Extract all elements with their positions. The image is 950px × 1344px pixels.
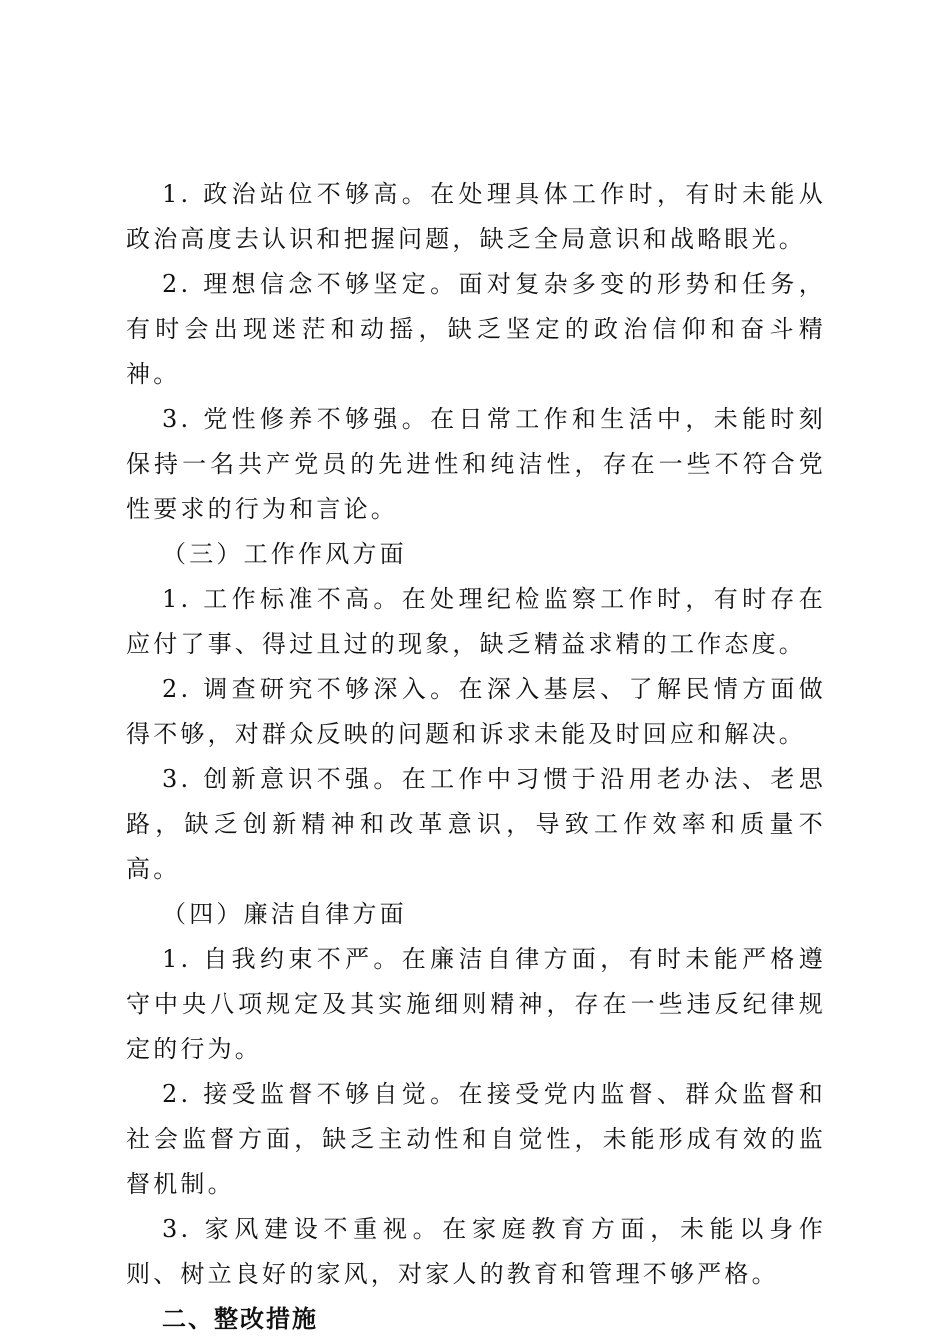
paragraph-party-spirit: 3. 党性修养不够强。在日常工作和生活中，未能时刻保持一名共产党员的先进性和纯洁性，存在一些不符合党性要求的行为和言论。 — [126, 405, 826, 523]
section-heading-rectification: 二、整改措施 — [162, 1305, 318, 1333]
paragraph-investigation-research: 2. 调查研究不够深入。在深入基层、了解民情方面做得不够，对群众反映的问题和诉求未能及时回应和解决。 — [126, 675, 826, 748]
document-body — [126, 172, 826, 1342]
section-subheading-work-style: （三）工作作风方面 — [162, 540, 407, 568]
paragraph-self-discipline: 1. 自我约束不严。在廉洁自律方面，有时未能严格遵守中央八项规定及其实施细则精神，存在一些违反纪律规定的行为。 — [126, 945, 826, 1063]
paragraph-ideals-belief: 2. 理想信念不够坚定。面对复杂多变的形势和任务，有时会出现迷茫和动摇，缺乏坚定的政治信仰和奋斗精神。 — [126, 270, 826, 388]
paragraph-family-tradition: 3. 家风建设不重视。在家庭教育方面，未能以身作则、树立良好的家风，对家人的教育和管理不够严格。 — [126, 1215, 826, 1288]
section-subheading-integrity: （四）廉洁自律方面 — [162, 900, 407, 928]
paragraph-political-stance: 1. 政治站位不够高。在处理具体工作时，有时未能从政治高度去认识和把握问题，缺乏全局意识和战略眼光。 — [126, 180, 826, 253]
paragraph-innovation: 3. 创新意识不强。在工作中习惯于沿用老办法、老思路，缺乏创新精神和改革意识，导致工作效率和质量不高。 — [126, 765, 826, 883]
paragraph-supervision: 2. 接受监督不够自觉。在接受党内监督、群众监督和社会监督方面，缺乏主动性和自觉性，未能形成有效的监督机制。 — [126, 1080, 826, 1198]
paragraph-work-standard: 1. 工作标准不高。在处理纪检监察工作时，有时存在应付了事、得过且过的现象，缺乏精益求精的工作态度。 — [126, 585, 826, 658]
